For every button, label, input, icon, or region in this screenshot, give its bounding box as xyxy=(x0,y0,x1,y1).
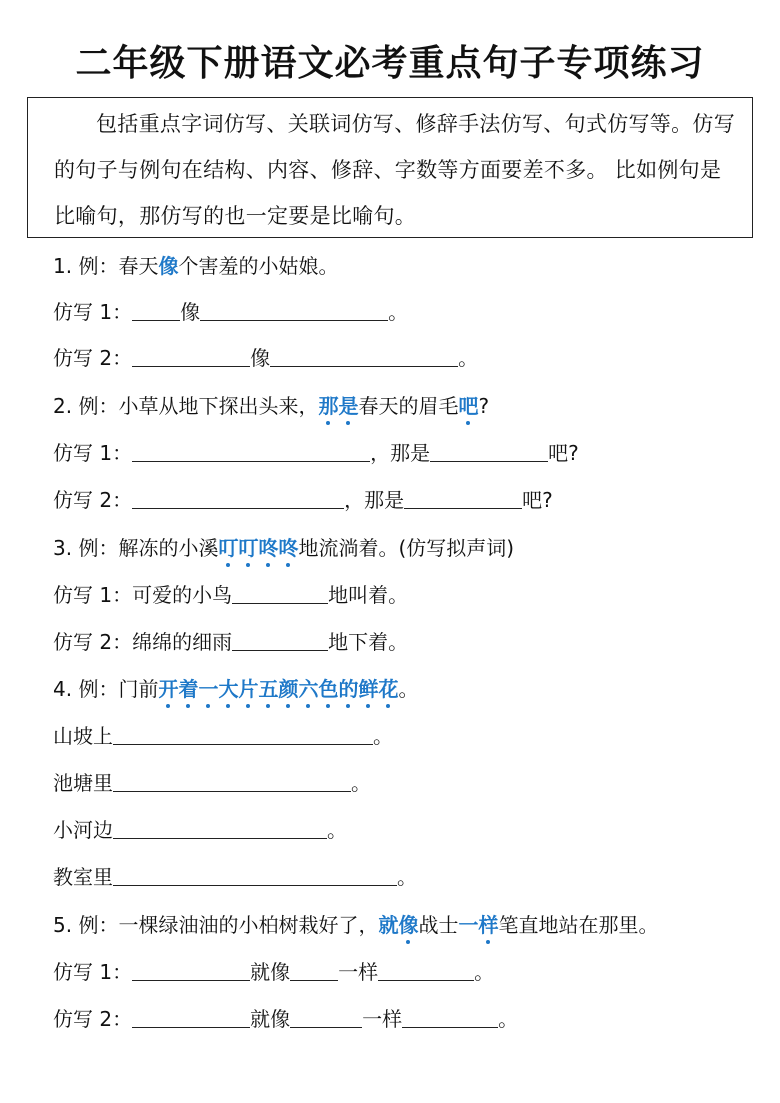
answer-blank[interactable] xyxy=(402,1005,498,1028)
answer-blank[interactable] xyxy=(232,628,328,651)
answer-blank[interactable] xyxy=(132,344,250,367)
answer-blank[interactable] xyxy=(113,722,373,745)
answer-blank[interactable] xyxy=(290,1005,362,1028)
answer-blank[interactable] xyxy=(378,958,474,981)
answer-blank[interactable] xyxy=(232,581,328,604)
q5-line-2: 仿写 2： 就像 一样 。 xyxy=(53,1007,519,1031)
q1-keyword: 像 xyxy=(158,254,179,278)
answer-blank[interactable] xyxy=(132,298,180,321)
answer-blank[interactable] xyxy=(430,439,548,462)
answer-blank[interactable] xyxy=(132,1005,250,1028)
answer-blank[interactable] xyxy=(132,439,370,462)
q2-line-1: 仿写 1： ，那是 吧? xyxy=(53,441,579,465)
answer-blank[interactable] xyxy=(113,816,327,839)
q5-example: 5. 例：一棵绿油油的小柏树栽好了，就像战士一样笔直地站在那里。 xyxy=(53,910,658,940)
answer-blank[interactable] xyxy=(270,344,458,367)
q4-line-3: 小河边 。 xyxy=(53,818,347,842)
q4-line-4: 教室里 。 xyxy=(53,865,417,889)
q1-line-1: 仿写 1： 像 。 xyxy=(53,300,409,324)
answer-blank[interactable] xyxy=(132,958,250,981)
q4-line-1: 山坡上 。 xyxy=(53,724,393,748)
q3-line-1: 仿写 1：可爱的小鸟 地叫着。 xyxy=(53,583,409,607)
q2-line-2: 仿写 2： ，那是 吧? xyxy=(53,488,553,512)
q1-line-2: 仿写 2： 像 。 xyxy=(53,346,479,370)
page-title: 二年级下册语文必考重点句子专项练习 xyxy=(75,43,705,84)
answer-blank[interactable] xyxy=(200,298,388,321)
q5-line-1: 仿写 1： 就像 一样 。 xyxy=(53,960,495,984)
q2-example: 2. 例：小草从地下探出头来，那是春天的眉毛吧? xyxy=(53,391,489,421)
q3-example: 3. 例：解冻的小溪叮叮咚咚地流淌着。(仿写拟声词) xyxy=(53,533,514,563)
answer-blank[interactable] xyxy=(404,486,522,509)
answer-blank[interactable] xyxy=(113,863,397,886)
answer-blank[interactable] xyxy=(113,769,351,792)
answer-blank[interactable] xyxy=(132,486,344,509)
q1-example: 1. 例：春天像个害羞的小姑娘。 xyxy=(53,254,339,278)
q3-line-2: 仿写 2：绵绵的细雨 地下着。 xyxy=(53,630,409,654)
intro-box: 包括重点字词仿写、关联词仿写、修辞手法仿写、句式仿写等。仿写的句子与例句在结构、内容、修辞、字数等方面要差不多。 比如例句是比喻句，那仿写的也一定要是比喻句。 xyxy=(27,97,753,238)
answer-blank[interactable] xyxy=(290,958,338,981)
q4-example: 4. 例：门前开着一大片五颜六色的鲜花。 xyxy=(53,674,418,704)
q4-line-2: 池塘里 。 xyxy=(53,771,371,795)
